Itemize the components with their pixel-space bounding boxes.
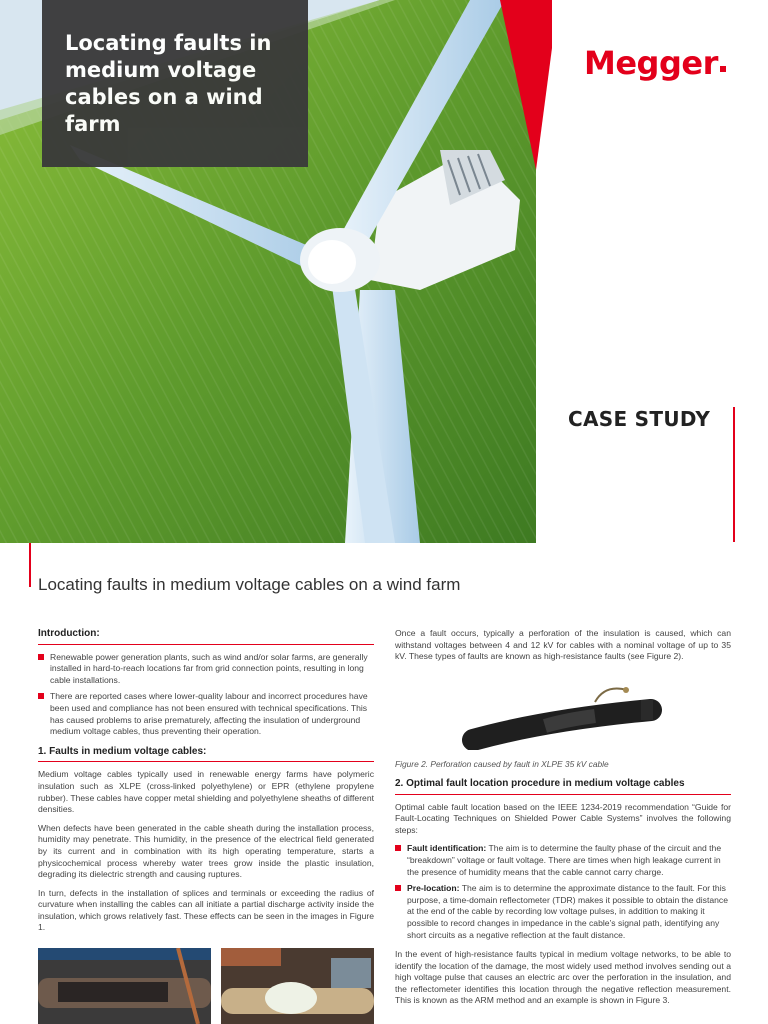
hero-title-box [42,0,308,167]
procedure-step: Pre-location: The aim is to determine the approximate distance to the fault. For this purpose, a time-domain reflectometer (TDR) makes it possible to obtain the distance at the end of the cable by recording low voltage pulses, in addition to making it possible to record changes in impedance in the cable’s signal path, identifying any short circuits as a negative reflection at the fault distance. [395,883,731,941]
intro-bullet-list [38,652,374,738]
right-column [395,628,731,1014]
section2-intro: Optimal cable fault location based on the IEEE 1234-2019 recommendation “Guide for Fault-Locating Techniques on Shielded Power Cable Systems” involves the following steps: [395,801,731,835]
section2-heading: 2. Optimal fault location procedure in medium voltage cables [395,778,731,795]
page-heading: Locating faults in medium voltage cables on a wind farm [38,575,461,594]
logo-square-icon [720,66,726,72]
figure1-cable-photo-b [221,948,374,1024]
intro-heading: Introduction: [38,628,374,645]
megger-logo [584,44,726,82]
intro-bullet: There are reported cases where lower-quality labour and incorrect procedures have been used and compliance has not been ensured with technical specifications. This has caused problems to arise prematurely, affecting the insulation of underground medium voltage cables, thus preventing their operation. [38,691,374,737]
section1-paragraph: In turn, defects in the installation of splices and terminals or exceeding the radius of curvature when installing the cables can all initiate a partial discharge activity inside the insulation, which grows relatively fast. These effects can be seen in the images in Figure 1. [38,887,374,933]
bullet-square-icon [395,885,401,891]
procedure-step-list [395,843,731,941]
figure1-images [38,948,374,1024]
bullet-square-icon [38,654,44,660]
case-study-label: CASE STUDY [568,407,711,431]
procedure-step: Fault identification: The aim is to determine the faulty phase of the circuit and the “breakdown” voltage or fault voltage. There are times when high leakage current in the presence of humidity means that the cable cannot carry charge. [395,843,731,878]
bullet-square-icon [395,845,401,851]
red-vertical-rule [733,407,735,542]
section1-paragraph: Medium voltage cables typically used in renewable energy farms have polymeric insulation such as XLPE (cross-linked polyethylene) or EPR (ethylene propylene rubber). These cables have copper metal shielding and polyethylene sheaths of different densities. [38,769,374,815]
section1-heading: 1. Faults in medium voltage cables: [38,746,374,763]
figure2-caption: Figure 2. Perforation caused by fault in XLPE 35 kV cable [395,759,609,770]
left-column [38,628,374,941]
red-wedge-decoration [500,0,552,170]
figure2-cable-photo [395,676,731,750]
logo-wordmark: Megger [584,44,718,82]
section2-closing-paragraph: In the event of high-resistance faults typical in medium voltage networks, to be able to identify the location of the damage, the most widely used method involves sending out a high voltage pulse that causes an electric arc over the perforation in the insulation, and the reflectometer identifies this location through the negative reflection measurement. This is known as the ARM method and an example is shown in Figure 3. [395,949,731,1006]
bullet-square-icon [38,693,44,699]
hero-title: Locating faults in medium voltage cables on a wind farm [65,31,272,136]
heading-accent-bar [29,543,31,587]
figure1-cable-photo-a [38,948,211,1024]
section1-paragraph: When defects have been generated in the cable sheath during the installation process, humidity may penetrate. This humidity, in the presence of the electrical field generated by its current and in combination with its high operating temperature, starts a physicochemical process whereby water trees grow inside the plastic insulation, degrading its dielectric strength and causing ruptures. [38,822,374,880]
fault-description-paragraph: Once a fault occurs, typically a perforation of the insulation is caused, which can withstand voltages between 4 and 12 kV for cables with a nominal voltage of up to 35 kV. These types of faults are known as high-resistance faults (see Figure 2). [395,628,731,662]
intro-bullet: Renewable power generation plants, such as wind and/or solar farms, are generally installed in hard-to-reach locations far from grid connection points, resulting in long cable installations. [38,652,374,687]
